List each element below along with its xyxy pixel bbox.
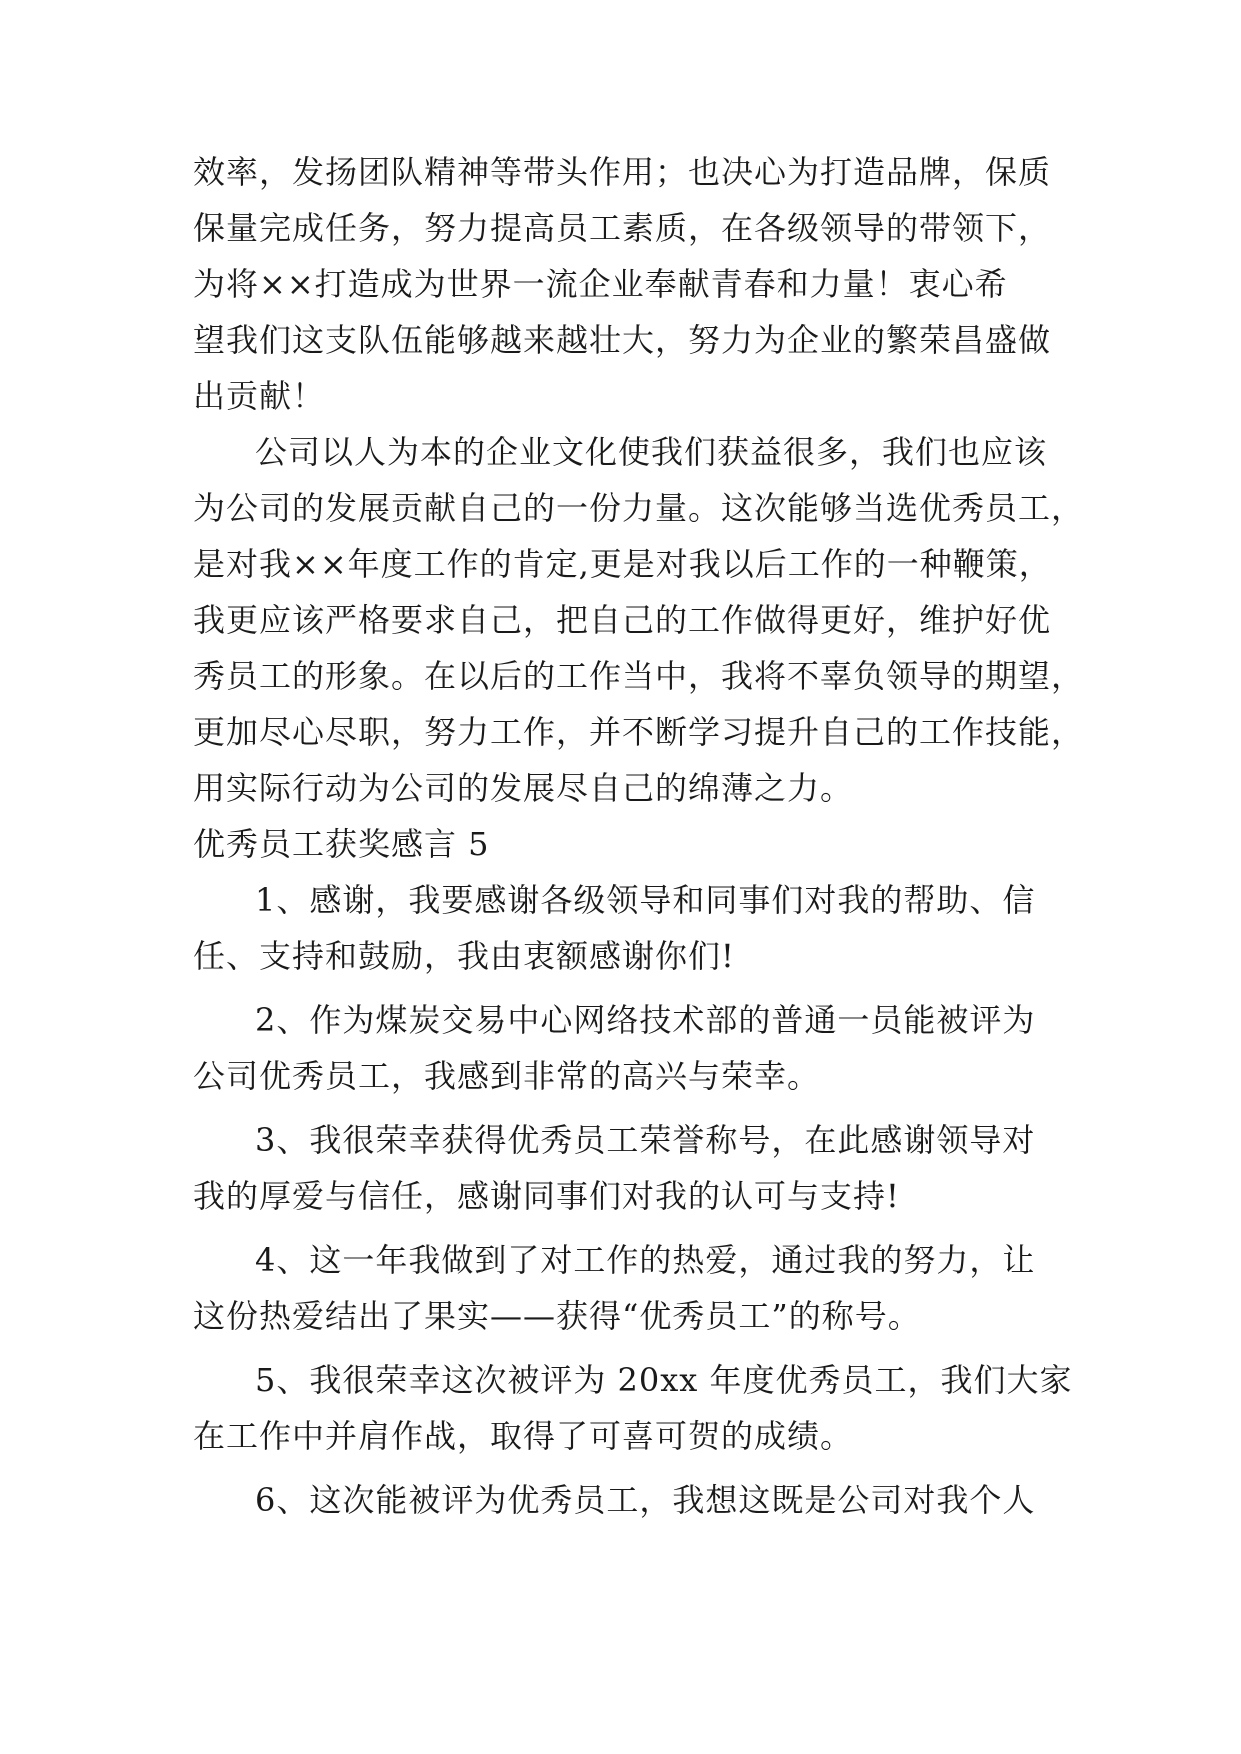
text-line: 在工作中并肩作战，取得了可喜可贺的成绩。 [193,1417,854,1455]
text-line: 我的厚爱与信任，感谢同事们对我的认可与支持! [193,1177,900,1215]
list-item-2: 2、作为煤炭交易中心网络技术部的普通一员能被评为 [255,1001,1036,1039]
text-line: 公司优秀员工，我感到非常的高兴与荣幸。 [193,1057,821,1095]
list-item-4: 4、这一年我做到了对工作的热爱，通过我的努力，让 [255,1241,1036,1279]
list-item-3: 3、我很荣幸获得优秀员工荣誉称号，在此感谢领导对 [255,1121,1036,1159]
text-line: 用实际行动为公司的发展尽自己的绵薄之力。 [193,769,854,807]
text-line: 任、支持和鼓励，我由衷额感谢你们! [193,937,735,975]
text-line: 秀员工的形象。在以后的工作当中，我将不辜负领导的期望， [193,657,1085,695]
text-line: 效率，发扬团队精神等带头作用；也决心为打造品牌，保质 [193,153,1052,191]
paragraph-first-line: 公司以人为本的企业文化使我们获益很多，我们也应该 [255,433,1048,471]
text-line: 我更应该严格要求自己，把自己的工作做得更好，维护好优 [193,601,1052,639]
text-line: 望我们这支队伍能够越来越壮大，努力为企业的繁荣昌盛做 [193,321,1052,359]
list-item-5: 5、我很荣幸这次被评为 20xx 年度优秀员工，我们大家 [255,1361,1073,1399]
text-line: 保量完成任务，努力提高员工素质，在各级领导的带领下， [193,209,1052,247]
text-line: 为公司的发展贡献自己的一份力量。这次能够当选优秀员工， [193,489,1085,527]
text-line: 出贡献！ [193,377,326,415]
text-line: 是对我××年度工作的肯定,更是对我以后工作的一种鞭策， [193,545,1052,583]
section-heading: 优秀员工获奖感言 5 [193,825,490,863]
text-line: 这份热爱结出了果实——获得“优秀员工”的称号。 [193,1297,921,1335]
text-line: 为将××打造成为世界一流企业奉献青春和力量！衷心希 [193,265,1008,303]
list-item-1: 1、感谢，我要感谢各级领导和同事们对我的帮助、信 [255,881,1036,919]
text-line: 更加尽心尽职，努力工作，并不断学习提升自己的工作技能， [193,713,1085,751]
list-item-6: 6、这次能被评为优秀员工，我想这既是公司对我个人 [255,1481,1036,1519]
